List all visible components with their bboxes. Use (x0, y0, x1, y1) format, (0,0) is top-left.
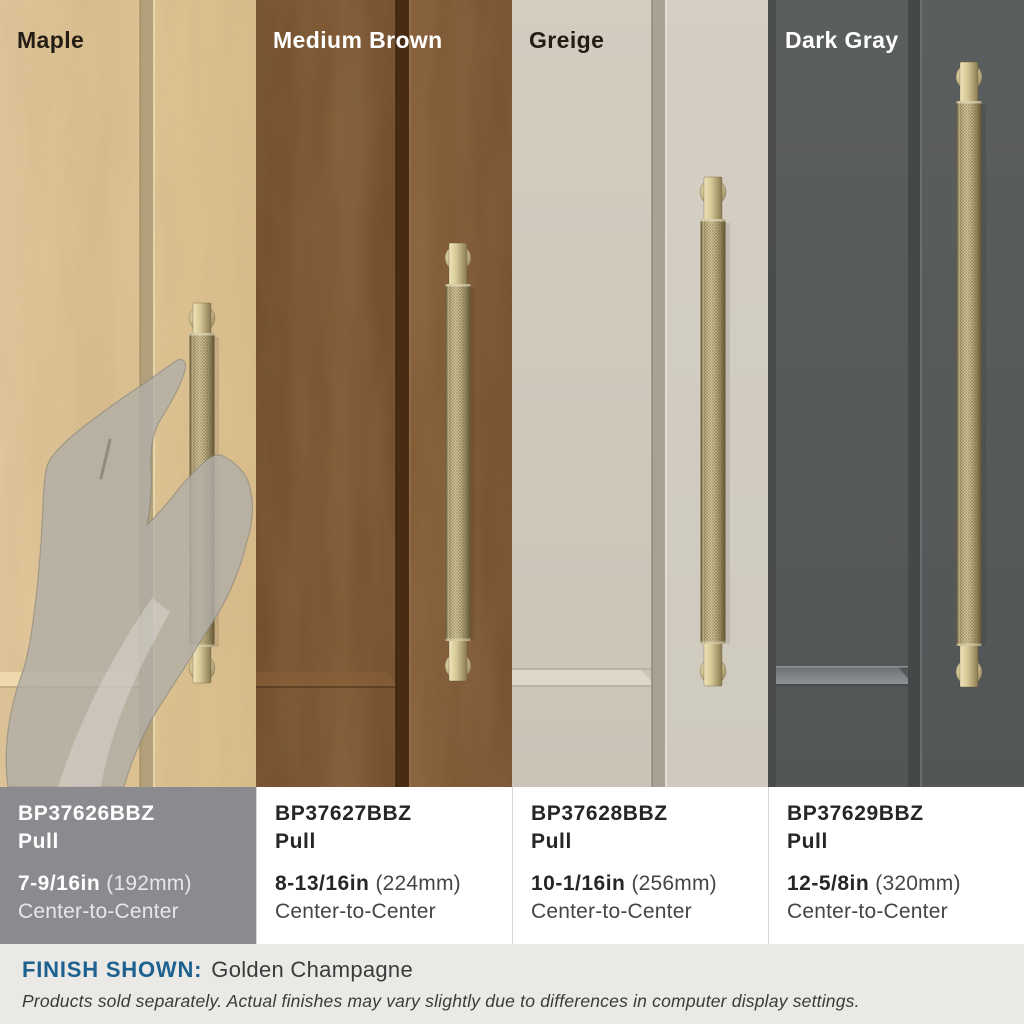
product-type: Pull (18, 829, 59, 853)
finish-shown-value: Golden Champagne (211, 957, 413, 982)
hand-scale-reference (0, 0, 256, 787)
finish-name-label: Dark Gray (785, 27, 899, 53)
product-info-cell-bp37626bbz (0, 787, 256, 944)
size-line (275, 870, 502, 898)
pull-image-224mm (256, 0, 512, 787)
size-millimeters: (320mm) (875, 872, 961, 896)
product-code: BP37628BBZ (531, 802, 668, 825)
finish-column-greige (512, 0, 768, 787)
size-millimeters: (192mm) (106, 872, 192, 896)
finish-name-label: Medium Brown (273, 27, 443, 53)
product-info-row (0, 787, 1024, 944)
finish-column-dark-gray (768, 0, 1024, 787)
product-code: BP37627BBZ (275, 802, 412, 825)
size-inches: 10-1/16in (531, 872, 626, 896)
footer (0, 944, 1024, 1024)
size-millimeters: (224mm) (375, 872, 461, 896)
disclaimer-text: Products sold separately. Actual finishes may vary slightly due to differences in computer display settings. (22, 991, 860, 1012)
product-code: BP37626BBZ (18, 802, 155, 825)
center-to-center-label: Center-to-Center (18, 900, 179, 924)
finish-name-label: Maple (17, 27, 85, 53)
size-millimeters: (256mm) (631, 872, 717, 896)
pull-image-320mm (768, 0, 1024, 787)
product-type: Pull (787, 829, 828, 853)
center-to-center-label: Center-to-Center (531, 900, 692, 924)
size-line (531, 870, 758, 898)
product-info-cell-bp37628bbz (512, 787, 768, 944)
finish-column-maple (0, 0, 256, 787)
size-inches: 7-9/16in (18, 872, 101, 896)
pull-image-256mm (512, 0, 768, 787)
finish-shown-label: FINISH SHOWN: (22, 957, 203, 982)
size-line (787, 870, 1014, 898)
center-to-center-label: Center-to-Center (275, 900, 436, 924)
size-inches: 12-5/8in (787, 872, 870, 896)
product-info-cell-bp37627bbz (256, 787, 512, 944)
product-type: Pull (531, 829, 572, 853)
finish-shown-line (22, 957, 1002, 983)
size-line (18, 870, 246, 898)
size-inches: 8-13/16in (275, 872, 370, 896)
product-info-cell-bp37629bbz (768, 787, 1024, 944)
finish-column-medium-brown (256, 0, 512, 787)
center-to-center-label: Center-to-Center (787, 900, 948, 924)
product-type: Pull (275, 829, 316, 853)
product-code: BP37629BBZ (787, 802, 924, 825)
finish-name-label: Greige (529, 27, 605, 53)
